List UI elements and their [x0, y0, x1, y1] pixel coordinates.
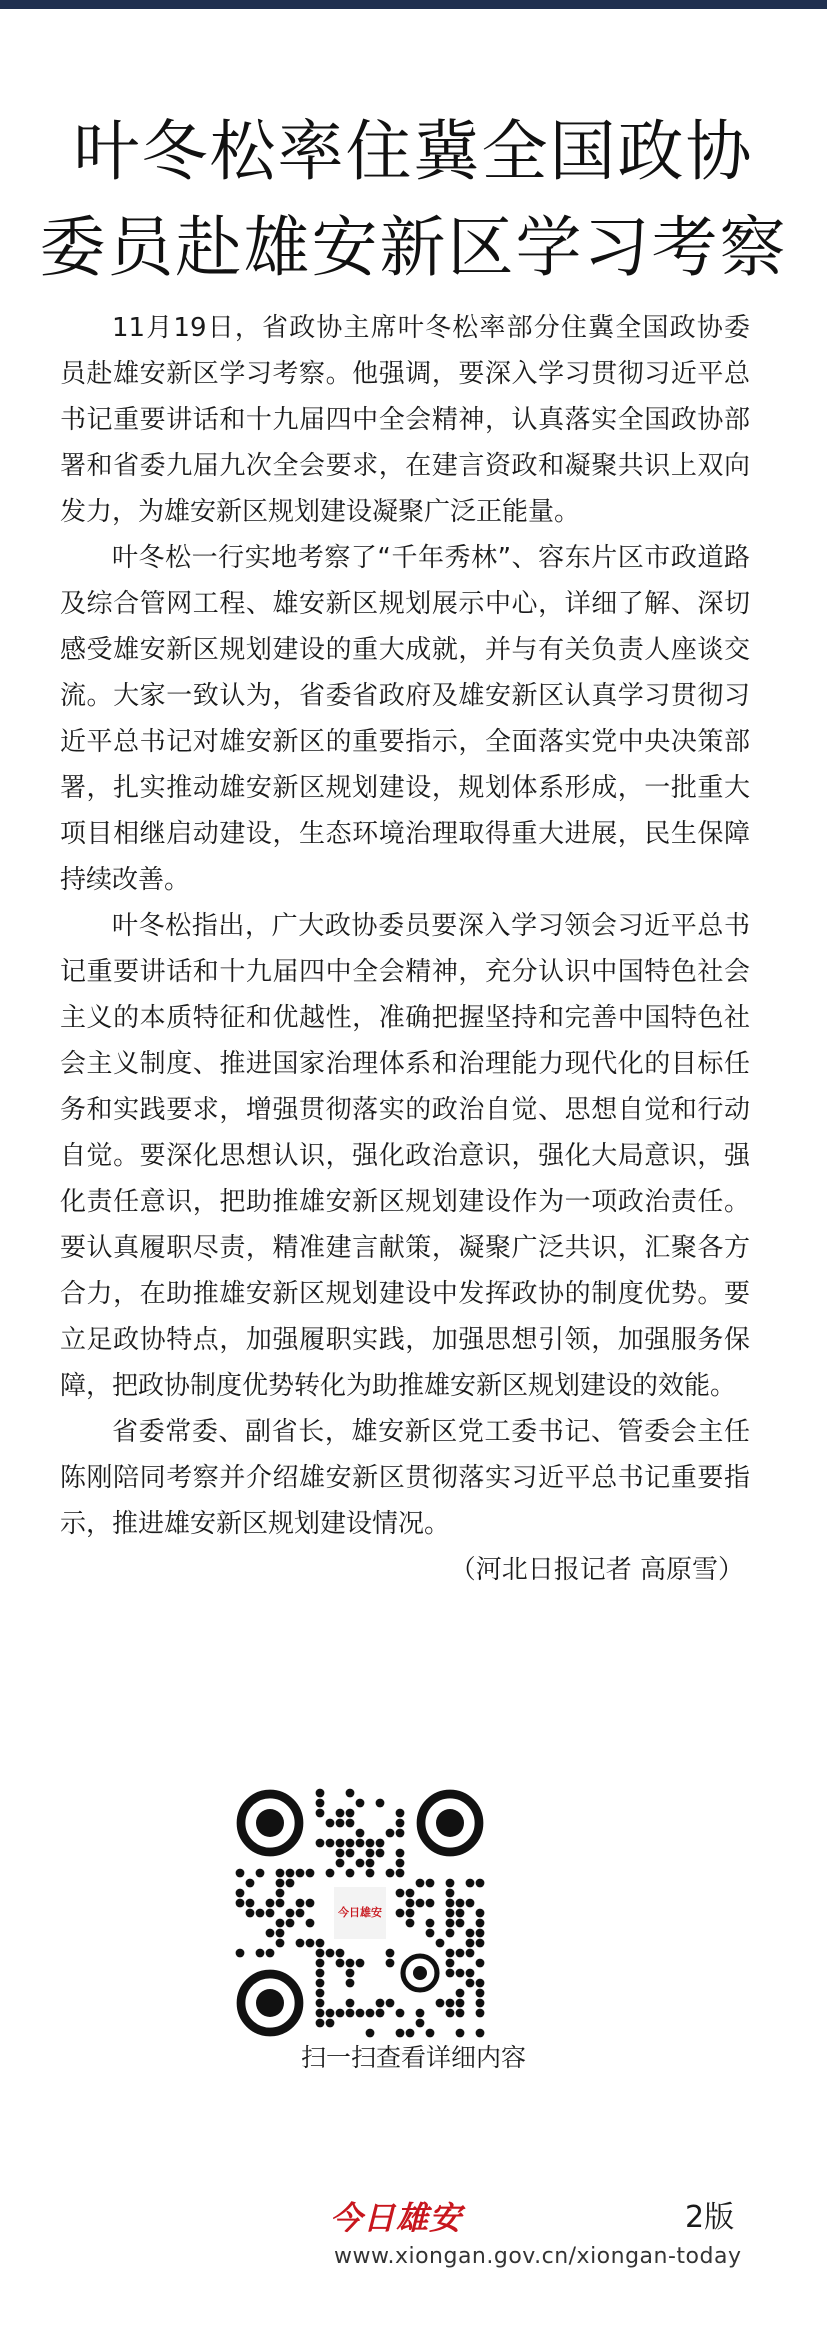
- qr-module: [316, 1999, 325, 2008]
- qr-module: [376, 1999, 385, 2008]
- qr-module: [466, 1969, 475, 1978]
- qr-code[interactable]: [235, 1788, 485, 2038]
- qr-module: [416, 1899, 425, 1908]
- qr-module: [296, 1939, 305, 1948]
- qr-module: [466, 1929, 475, 1938]
- qr-module: [386, 1829, 395, 1838]
- qr-module: [446, 1959, 455, 1968]
- qr-module: [376, 1799, 385, 1808]
- paragraph-4: 省委常委、副省长，雄安新区党工委书记、管委会主任陈刚陪同考察并介绍雄安新区贯彻落实习近平总书记重要指示，推进雄安新区规划建设情况。: [60, 1417, 750, 1539]
- qr-module: [476, 1979, 485, 1988]
- qr-module: [466, 1949, 475, 1958]
- qr-module: [236, 1899, 245, 1908]
- qr-module: [276, 1919, 285, 1928]
- qr-module: [356, 1829, 365, 1838]
- footer-url[interactable]: www.xiongan.gov.cn/xiongan-today: [334, 2244, 742, 2269]
- qr-module: [456, 1899, 465, 1908]
- qr-module: [456, 1999, 465, 2008]
- qr-module: [396, 2009, 405, 2018]
- qr-module: [366, 1849, 375, 1858]
- qr-module: [246, 1899, 255, 1908]
- qr-module: [476, 1909, 485, 1918]
- qr-module: [316, 1979, 325, 1988]
- qr-module: [476, 2029, 485, 2038]
- qr-module: [346, 1819, 355, 1828]
- page-number: 2版: [685, 2200, 735, 2235]
- qr-module: [396, 1859, 405, 1868]
- qr-module: [426, 1929, 435, 1938]
- qr-module: [466, 1939, 475, 1948]
- qr-module: [346, 1869, 355, 1878]
- qr-module: [246, 1909, 255, 1918]
- qr-module: [356, 1799, 365, 1808]
- qr-module: [366, 2009, 375, 2018]
- qr-module: [236, 1869, 245, 1878]
- qr-module: [336, 1849, 345, 1858]
- qr-module: [396, 1869, 405, 1878]
- qr-finder-dot: [256, 1989, 284, 2017]
- qr-finder-dot: [413, 1966, 427, 1980]
- qr-module: [456, 1969, 465, 1978]
- qr-module: [316, 2019, 325, 2028]
- qr-module: [476, 1959, 485, 1968]
- qr-module: [396, 1889, 405, 1898]
- qr-finder-dot: [436, 1809, 464, 1837]
- qr-module: [336, 1859, 345, 1868]
- qr-module: [456, 1909, 465, 1918]
- qr-module: [426, 1919, 435, 1928]
- qr-module: [406, 1899, 415, 1908]
- qr-module: [316, 1839, 325, 1848]
- qr-module: [446, 1909, 455, 1918]
- byline: （河北日报记者 高原雪）: [449, 1555, 744, 1585]
- qr-module: [336, 1809, 345, 1818]
- qr-module: [316, 1989, 325, 1998]
- qr-module: [346, 1999, 355, 2008]
- qr-module: [396, 1809, 405, 1818]
- qr-module: [406, 1889, 415, 1898]
- qr-module: [376, 1839, 385, 1848]
- qr-module: [436, 1939, 445, 1948]
- qr-module: [346, 1979, 355, 1988]
- qr-module: [316, 1959, 325, 1968]
- qr-module: [276, 1879, 285, 1888]
- qr-module: [446, 1889, 455, 1898]
- qr-module: [476, 1879, 485, 1888]
- qr-module: [446, 1999, 455, 2008]
- qr-module: [426, 2029, 435, 2038]
- paragraph-3: 叶冬松指出，广大政协委员要深入学习领会习近平总书记重要讲话和十九届四中全会精神，充分认识中国特色社会主义的本质特征和优越性，准确把握坚持和完善中国特色社会主义制度、推进国家治理体系和治理能力现代化的目标任务和实践要求，增强贯彻落实的政治自觉、思想自觉和行动自觉。要深化思想认识，强化政治意识，强化大局意识，强化责任意识，把助推雄安新区规划建设作为一项政治责任。要认真履职尽责，精准建言献策，凝聚广泛共识，汇聚各方合力，在助推雄安新区规划建设中发挥政协的制度优势。要立足政协特点，加强履职实践，加强思想引领，加强服务保障，把政协制度优势转化为助推雄安新区规划建设的效能。: [60, 911, 750, 1401]
- qr-module: [286, 1919, 295, 1928]
- qr-module: [426, 1879, 435, 1888]
- qr-module: [346, 1959, 355, 1968]
- qr-module: [356, 1859, 365, 1868]
- qr-module: [456, 1989, 465, 1998]
- qr-module: [446, 1899, 455, 1908]
- qr-module: [336, 1839, 345, 1848]
- title-line-1: 叶冬松率住冀全国政协: [73, 113, 754, 190]
- qr-module: [396, 2029, 405, 2038]
- qr-finder-dot: [256, 1809, 284, 1837]
- qr-module: [306, 1919, 315, 1928]
- qr-module: [456, 2009, 465, 2018]
- qr-module: [406, 1919, 415, 1928]
- qr-module: [336, 1959, 345, 1968]
- qr-module: [356, 1959, 365, 1968]
- qr-module: [386, 1949, 395, 1958]
- qr-module: [446, 1879, 455, 1888]
- qr-module: [296, 1869, 305, 1878]
- qr-module: [336, 2009, 345, 2018]
- qr-logo: [331, 1884, 389, 1942]
- qr-module: [446, 2009, 455, 2018]
- qr-module: [386, 1869, 395, 1878]
- qr-module: [476, 2009, 485, 2018]
- qr-module: [316, 1949, 325, 1958]
- qr-module: [456, 1949, 465, 1958]
- qr-module: [316, 1799, 325, 1808]
- qr-module: [266, 1899, 275, 1908]
- qr-module: [416, 2009, 425, 2018]
- qr-module: [356, 1839, 365, 1848]
- article-body: [60, 305, 750, 1593]
- qr-module: [296, 1909, 305, 1918]
- qr-module: [306, 1869, 315, 1878]
- qr-module: [426, 1899, 435, 1908]
- qr-module: [376, 2009, 385, 2018]
- qr-module: [276, 1929, 285, 1938]
- qr-module: [296, 1899, 305, 1908]
- qr-module: [446, 1949, 455, 1958]
- qr-module: [326, 1839, 335, 1848]
- qr-module: [476, 1999, 485, 2008]
- qr-module: [456, 1919, 465, 1928]
- qr-module: [396, 1829, 405, 1838]
- qr-module: [316, 1809, 325, 1818]
- qr-module: [266, 1949, 275, 1958]
- qr-module: [346, 1969, 355, 1978]
- qr-module: [326, 2009, 335, 2018]
- qr-module: [436, 1999, 445, 2008]
- qr-module: [386, 1959, 395, 1968]
- qr-module: [236, 1889, 245, 1898]
- qr-module: [256, 1909, 265, 1918]
- footer-brand-logo: 今日雄安: [330, 2199, 463, 2237]
- qr-module: [366, 2029, 375, 2038]
- qr-module: [366, 1839, 375, 1848]
- qr-module: [366, 1859, 375, 1868]
- qr-module: [456, 2029, 465, 2038]
- qr-module: [466, 1879, 475, 1888]
- qr-module: [276, 1939, 285, 1948]
- qr-module: [366, 1869, 375, 1878]
- qr-module: [286, 1869, 295, 1878]
- qr-module: [446, 1969, 455, 1978]
- top-color-bar: [0, 0, 827, 9]
- qr-module: [346, 2009, 355, 2018]
- qr-module: [316, 1789, 325, 1798]
- paragraph-1: 11月19日，省政协主席叶冬松率部分住冀全国政协委员赴雄安新区学习考察。他强调，要深入学习贯彻习近平总书记重要讲话和十九届四中全会精神，认真落实全国政协部署和省委九届九次全会要求，在建言资政和凝聚共识上双向发力，为雄安新区规划建设凝聚广泛正能量。: [60, 313, 750, 527]
- qr-module: [376, 1849, 385, 1858]
- qr-module: [326, 1819, 335, 1828]
- qr-module: [346, 1809, 355, 1818]
- qr-module: [386, 1999, 395, 2008]
- qr-module: [286, 1909, 295, 1918]
- qr-module: [346, 1789, 355, 1798]
- qr-module: [446, 1919, 455, 1928]
- qr-module: [276, 1869, 285, 1878]
- qr-module: [336, 1949, 345, 1958]
- qr-module: [416, 1879, 425, 1888]
- qr-module: [326, 2019, 335, 2028]
- qr-module: [276, 1899, 285, 1908]
- qr-module: [476, 1929, 485, 1938]
- qr-module: [396, 1819, 405, 1828]
- qr-module: [256, 1869, 265, 1878]
- qr-module: [266, 1909, 275, 1918]
- qr-module: [466, 1899, 475, 1908]
- qr-module: [356, 2009, 365, 2018]
- qr-module: [416, 2019, 425, 2028]
- qr-module: [236, 1949, 245, 1958]
- qr-module: [266, 1929, 275, 1938]
- qr-module: [476, 1989, 485, 1998]
- qr-module: [246, 1879, 255, 1888]
- qr-module: [396, 1909, 405, 1918]
- qr-module: [326, 1869, 335, 1878]
- qr-module: [306, 1899, 315, 1908]
- qr-module: [406, 2029, 415, 2038]
- article-title: [0, 104, 827, 296]
- qr-module: [286, 1879, 295, 1888]
- qr-module: [476, 1939, 485, 1948]
- qr-caption: 扫一扫查看详细内容: [300, 2043, 526, 2072]
- qr-module: [326, 1949, 335, 1958]
- qr-logo-text: 今日雄安: [334, 1887, 386, 1939]
- qr-module: [466, 1979, 475, 1988]
- qr-module: [446, 1929, 455, 1938]
- qr-module: [396, 1849, 405, 1858]
- qr-module: [256, 1949, 265, 1958]
- qr-module: [306, 1939, 315, 1948]
- qr-module: [316, 2009, 325, 2018]
- qr-module: [316, 1969, 325, 1978]
- qr-module: [336, 1819, 345, 1828]
- qr-module: [346, 1849, 355, 1858]
- paragraph-2: 叶冬松一行实地考察了“千年秀林”、容东片区市政道路及综合管网工程、雄安新区规划展示中心，详细了解、深切感受雄安新区规划建设的重大成就，并与有关负责人座谈交流。大家一致认为，省委省政府及雄安新区认真学习贯彻习近平总书记对雄安新区的重要指示，全面落实党中央决策部署，扎实推动雄安新区规划建设，规划体系形成，一批重大项目相继启动建设，生态环境治理取得重大进展，民生保障持续改善。: [60, 543, 750, 895]
- qr-module: [406, 1909, 415, 1918]
- qr-module: [476, 1919, 485, 1928]
- qr-module: [346, 1839, 355, 1848]
- qr-module: [316, 1939, 325, 1948]
- qr-module: [276, 1889, 285, 1898]
- title-line-2: 委员赴雄安新区学习考察: [39, 209, 788, 286]
